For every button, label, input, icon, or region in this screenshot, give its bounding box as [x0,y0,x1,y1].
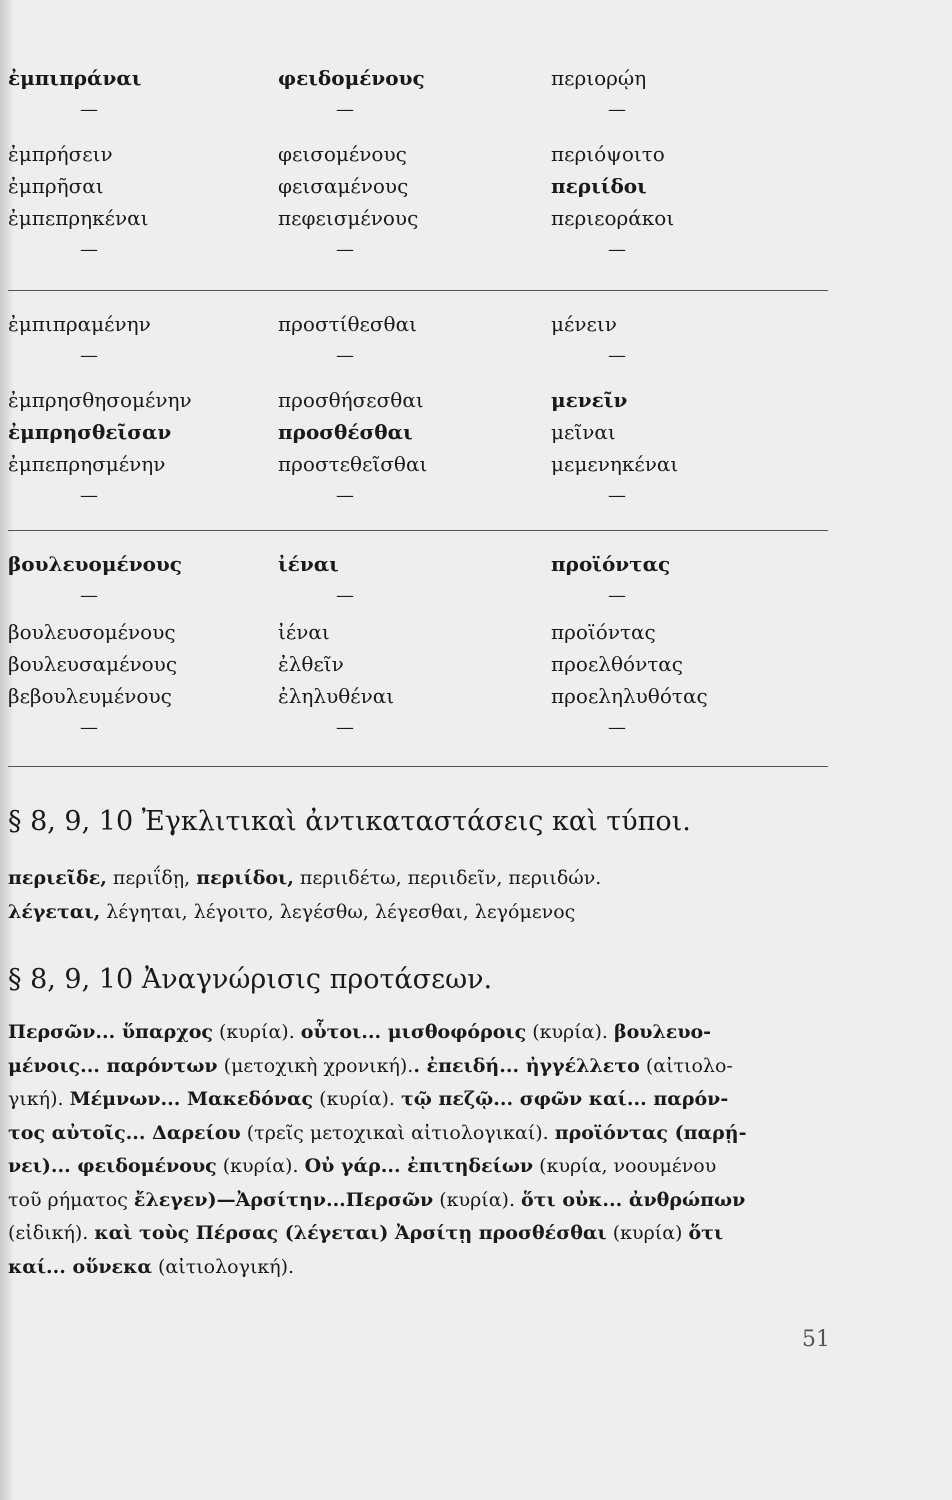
word: περιίδοι [551,174,647,198]
word: φειδομένους [278,66,425,90]
word: μεῖναι [551,420,616,444]
dash: — [80,345,98,366]
text-run: (εἰδική). [8,1222,95,1244]
bold-term: προϊόντας (παρῄ- [554,1121,747,1144]
bold-term: περιεῖδε, [8,867,107,889]
word: προϊόντας [551,552,671,576]
word: ἐμπρησθεῖσαν [8,420,172,444]
word: μενεῖν [551,388,628,412]
text-run: τοῦ ρήματος [8,1188,134,1211]
text-run: (τρεῖς μετοχικαὶ αἰτιολογικαί). [240,1121,555,1144]
text-line [8,1117,830,1151]
section-2-text [8,1016,830,1284]
section-1-text [8,862,830,929]
bold-term: ὅτι [688,1222,724,1244]
dash: — [336,717,354,738]
divider [8,530,828,531]
bold-term: ἔλεγεν)—Ἀρσίτην...Περσῶν [133,1188,434,1211]
dash: — [336,485,354,506]
text-line [8,1217,830,1251]
dash-row [8,94,838,126]
text-line [8,1083,830,1117]
conjugation-table-1 [8,62,838,266]
dash-row [8,712,838,744]
bold-term: νει)... φειδομένους [8,1155,217,1177]
word: προελθόντας [551,652,683,676]
dash: — [80,99,98,120]
divider [8,766,828,767]
text-run: (αἰτιολογική). [151,1255,295,1278]
bold-term: . ἐπειδή... ἠγγέλλετο [413,1054,640,1077]
text-line [8,1251,830,1285]
word: ἐμπρήσειν [8,142,113,166]
dash-row [8,480,838,512]
conjugation-table-2 [8,308,838,512]
word: ἐλθεῖν [278,652,344,676]
section-heading-2: § 8, 9, 10 Ἀναγνώρισις προτάσεων. [8,964,493,995]
word: ἐμπρησθησομένην [8,388,192,412]
text-run: (κυρία, νοουμένου [533,1155,717,1177]
word: φεισαμένους [278,174,409,198]
table-row [8,62,838,94]
text-run: γική). [8,1088,70,1110]
dash: — [336,99,354,120]
word: περιεοράκοι [551,206,675,230]
text-run: (κυρία). [313,1088,401,1110]
word: ἰέναι [278,552,339,576]
dash: — [608,717,626,738]
divider [8,290,828,291]
dash: — [80,485,98,506]
word: ἐμπιπράναι [8,66,142,90]
dash: — [336,585,354,606]
text-run: (μετοχικὴ χρονική). [217,1054,414,1077]
table-row [8,616,838,648]
word: πεφεισμένους [278,206,419,230]
text-run: λέγηται, λέγοιτο, λεγέσθω, λέγεσθαι, λεγόμενος [100,900,576,923]
table-row [8,384,838,416]
word: προστεθεῖσθαι [278,452,428,476]
bold-term: Μέμνων... Μακεδόνας [69,1088,314,1110]
dash: — [336,345,354,366]
word: προεληλυθότας [551,684,708,708]
bold-term: βουλευο- [613,1021,712,1043]
word: ἰέναι [278,620,330,644]
text-line [8,1050,830,1084]
word: ἐμπεπρηκέναι [8,206,149,230]
text-line [8,1150,830,1184]
bold-term: τῷ πεζῷ... σφῶν καί... παρόν- [400,1088,729,1110]
word: βουλευσαμένους [8,652,178,676]
word: προϊόντας [551,620,656,644]
word: μένειν [551,312,617,336]
text-line [8,1016,830,1050]
text-run: (κυρία). [526,1021,614,1043]
table-row [8,138,838,170]
bold-term: περιίδοι, [196,867,294,889]
table-row [8,308,838,340]
bold-term: ὅτι οὐκ... ἀνθρώπων [521,1188,746,1211]
word: ἐμπιπραμένην [8,312,151,336]
word: ἐληλυθέναι [278,684,395,708]
word: βουλευσομένους [8,620,176,644]
table-row [8,648,838,680]
table-row [8,448,838,480]
dash: — [336,239,354,260]
dash-row [8,340,838,372]
table-row [8,202,838,234]
table-row [8,548,838,580]
bold-term: λέγεται, [8,900,101,923]
text-run: περιΐδῃ, [106,867,197,889]
dash: — [80,717,98,738]
bold-term: μένοις... παρόντων [8,1054,218,1077]
text-line [8,896,830,930]
table-row [8,416,838,448]
word: βουλευομένους [8,552,182,576]
word: προσθέσθαι [278,420,413,444]
dash: — [608,239,626,260]
word: φεισομένους [278,142,407,166]
word: ἐμπεπρησμένην [8,452,166,476]
word: προσθήσεσθαι [278,388,424,412]
dash: — [80,239,98,260]
dash: — [608,585,626,606]
text-run: (κυρία) [606,1222,689,1244]
text-run: περιιδέτω, περιιδεῖν, περιιδών. [293,867,602,889]
bold-term: Οὐ γάρ... ἐπιτηδείων [304,1155,534,1177]
word: περιορῴη [551,66,647,90]
word: βεβουλευμένους [8,684,172,708]
page-number: 51 [802,1327,830,1352]
dash-row [8,580,838,612]
text-run: (κυρία). [212,1021,301,1043]
bold-term: Περσῶν... ὕπαρχος [8,1021,213,1043]
word: προστίθεσθαι [278,312,417,336]
conjugation-table-3 [8,548,838,744]
word: περιόψοιτο [551,142,665,166]
table-row [8,170,838,202]
bold-term: τος αὐτοῖς... Δαρείου [8,1121,241,1144]
word: μεμενηκέναι [551,452,679,476]
section-heading-1: § 8, 9, 10 Ἐγκλιτικαὶ ἀντικαταστάσεις καὶ τύποι. [8,806,691,837]
text-run: (αἰτιολο- [639,1054,733,1077]
word: ἐμπρῆσαι [8,174,104,198]
dash: — [80,585,98,606]
bold-term: καὶ τοὺς Πέρσας (λέγεται) Ἀρσίτῃ προσθέσθαι [94,1222,607,1244]
text-line [8,862,830,896]
bold-term: οὗτοι... μισθοφόροις [300,1021,527,1043]
dash-row [8,234,838,266]
dash: — [608,345,626,366]
dash: — [608,99,626,120]
bold-term: καί... οὕνεκα [8,1255,152,1278]
text-run: (κυρία). [216,1155,305,1177]
text-line [8,1184,830,1218]
table-row [8,680,838,712]
text-run: (κυρία). [433,1188,522,1211]
dash: — [608,485,626,506]
